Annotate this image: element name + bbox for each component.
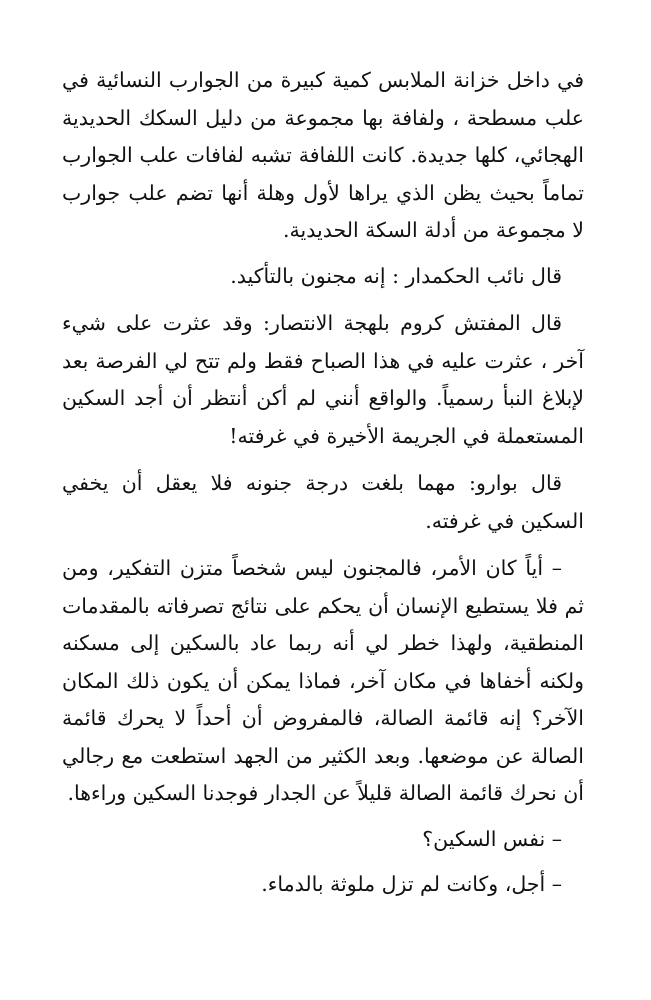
paragraph-wardrobe: في داخل خزانة الملابس كمية كبيرة من الجوارب النسائية في علب مسطحة ، ولفافة بها مجموعة من دليل السكك الحديدية الهجائي، كلها جديدة. كانت اللفافة تشبه لفافات علب الجوارب تماماً بحيث يظن الذي يراها لأول وهلة أنها تضم علب جوارب لا مجموعة من أدلة السكة الحديدية. (62, 68, 584, 242)
paragraph-same-knife: – نفس السكين؟ (422, 826, 562, 851)
paragraph-deputy-commissioner: قال نائب الحكمدار : إنه مجنون بالتأكيد. (230, 263, 562, 288)
paragraph-inspector-crome: قال المفتش كروم بلهجة الانتصار: وقد عثرت على شيء آخر ، عثرت عليه في هذا الصباح فقط ولم تتح لي الفرصة بعد لإبلاغ النبأ رسمياً. والواقع أنني لم أكن أنتظر أن أجد السكين المستعملة في الجريمة الأخيرة في غرفته! (62, 311, 584, 448)
paragraph-reply-long: – أياً كان الأمر، فالمجنون ليس شخصاً متزن التفكير، ومن ثم فلا يستطيع الإنسان أن يحكم على نتائج تصرفاته بالمقدمات المنطقية، ولهذا خطر لي أنه ربما عاد بالسكين إلى مسكنه ولكنه أخفاها في مكان آخر، فماذا يمكن أن يكون ذلك المكان الآخر؟ إنه قائمة الصالة، فالمفروض أن أحداً لا يحرك قائمة الصالة عن موضعها. وبعد الكثير من الجهد استطعت مع رجالي أن نحرك قائمة الصالة قليلاً عن الجدار فوجدنا السكين وراءها. (62, 556, 584, 805)
paragraph-blood-stained: – أجل، وكانت لم تزل ملوثة بالدماء. (261, 872, 562, 896)
book-page (62, 62, 584, 904)
paragraph-poirot: قال بوارو: مهما بلغت درجة جنونه فلا يعقل أن يخفي السكين في غرفته. (62, 471, 584, 533)
